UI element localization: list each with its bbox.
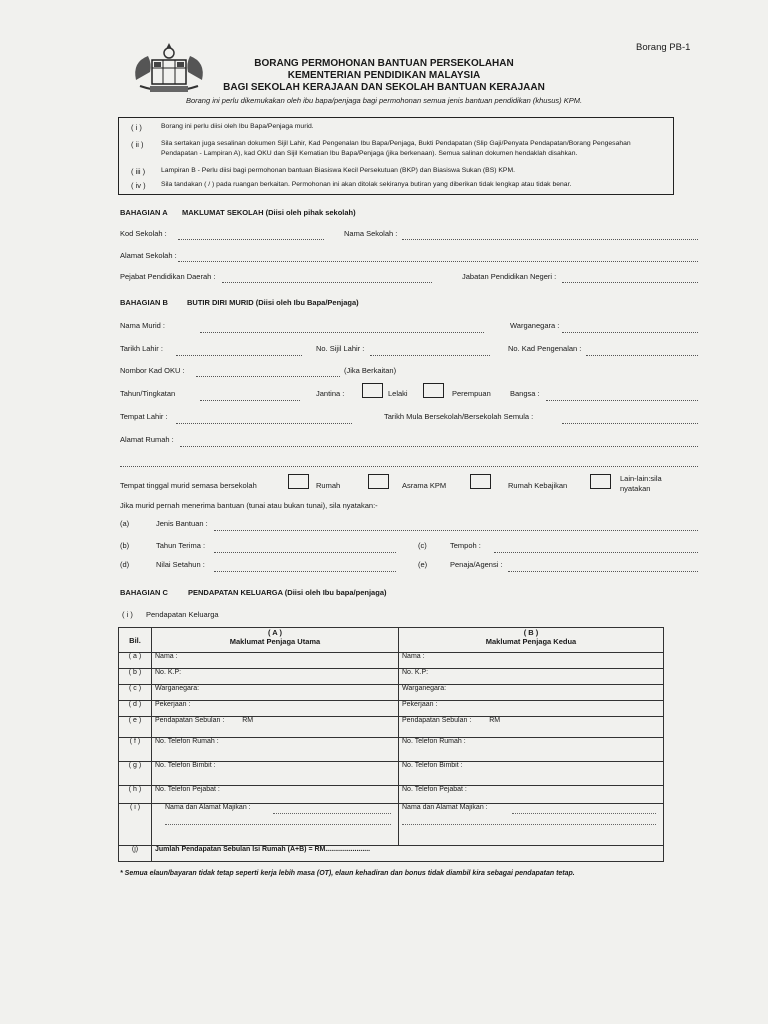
asrama-kpm-checkbox[interactable] — [368, 474, 389, 489]
item-e-num: (e) — [418, 560, 428, 569]
jenis-bantuan-label: Jenis Bantuan : — [156, 519, 208, 528]
row-bil: ( c ) — [119, 685, 152, 701]
note-2-text: Sila sertakan juga sesalinan dokumen Sijil Lahir, Kad Pengenalan Ibu Bapa/Penjaga, Bukti Pendapatan (Slip Gaji/Penyata Pendapatan/Borang Pengesahan — [161, 140, 631, 147]
jpn-field[interactable] — [562, 282, 698, 283]
section-c-title: PENDAPATAN KELUARGA (Diisi oleh Ibu bapa/penjaga) — [188, 588, 387, 597]
section-c-label: BAHAGIAN C — [120, 588, 168, 597]
tempoh-label: Tempoh : — [450, 541, 481, 550]
lain-lain-label-2: nyatakan — [620, 484, 651, 493]
row-bil: ( i ) — [119, 804, 152, 846]
note-1-num: ( i ) — [131, 123, 142, 132]
rumah-kebajikan-checkbox[interactable] — [470, 474, 491, 489]
jumlah-pendapatan-text: Jumlah Pendapatan Sebulan Isi Rumah (A+B) = RM....................... — [155, 846, 371, 853]
majikan-b-dots-2 — [402, 824, 656, 825]
income-table — [118, 627, 664, 862]
nombor-kad-oku-label: Nombor Kad OKU : — [120, 366, 185, 375]
warganegara-label: Warganegara : — [510, 321, 560, 330]
majikan-b-dots — [512, 813, 656, 814]
nilai-setahun-label: Nilai Setahun : — [156, 560, 205, 569]
lain-lain-label-1: Lain-lain:sila — [620, 474, 662, 483]
majikan-a-cell[interactable] — [152, 804, 399, 846]
section-c-sub-num: ( i ) — [122, 610, 133, 619]
pendapatan-a-cell[interactable] — [152, 717, 399, 738]
table-row — [119, 846, 664, 862]
form-title-line2: KEMENTERIAN PENDIDIKAN MALAYSIA — [287, 70, 481, 81]
tempat-lahir-field[interactable] — [176, 423, 352, 424]
tarikh-lahir-label: Tarikh Lahir : — [120, 344, 163, 353]
tel-pejabat-b-cell[interactable]: No. Telefon Pejabat : — [399, 786, 664, 804]
table-row — [119, 653, 664, 669]
form-code: Borang PB-1 — [636, 42, 691, 53]
pendapatan-b-cell[interactable] — [399, 717, 664, 738]
form-title-line1: BORANG PERMOHONAN BANTUAN PERSEKOLAHAN — [254, 58, 514, 69]
note-3-num: ( iii ) — [131, 167, 146, 176]
no-kad-pengenalan-field[interactable] — [586, 355, 698, 356]
table-row — [119, 701, 664, 717]
bil-header-text: Bil. — [129, 635, 141, 645]
item-d-num: (d) — [120, 560, 130, 569]
majikan-b-label: Nama dan Alamat Majikan : — [402, 804, 488, 811]
majikan-a-label: Nama dan Alamat Majikan : — [165, 804, 251, 811]
alamat-sekolah-field[interactable] — [178, 261, 698, 262]
tempoh-field[interactable] — [494, 552, 698, 553]
table-row — [119, 804, 664, 846]
table-row — [119, 669, 664, 685]
row-bil: ( b ) — [119, 669, 152, 685]
perempuan-checkbox[interactable] — [423, 383, 444, 398]
alamat-rumah-label: Alamat Rumah : — [120, 435, 174, 444]
note-2-num: ( ii ) — [131, 140, 144, 149]
row-bil: ( g ) — [119, 762, 152, 786]
item-c-num: (c) — [418, 541, 427, 550]
table-row — [119, 786, 664, 804]
note-2-text-cont: Pendapatan - Lampiran A), kad OKU dan Sijil Kematian Ibu Bapa/Penjaga (jika berkenaan). Semua salinan dokumen hendaklah disahkan. — [161, 150, 578, 157]
no-kp-b-cell[interactable]: No. K.P: — [399, 669, 664, 685]
tel-bimbit-a-cell[interactable]: No. Telefon Bimbit : — [152, 762, 399, 786]
ppd-field[interactable] — [222, 282, 432, 283]
row-bil: ( f ) — [119, 738, 152, 762]
col-b-title: Maklumat Penjaga Kedua — [485, 637, 577, 646]
nama-a-cell[interactable]: Nama : — [152, 653, 399, 669]
section-b-title: BUTIR DIRI MURID (Diisi oleh Ibu Bapa/Penjaga) — [187, 298, 359, 307]
col-a-header — [152, 628, 399, 653]
table-row — [119, 685, 664, 701]
tarikh-mula-field[interactable] — [562, 423, 698, 424]
income-table-header — [119, 628, 664, 653]
table-row — [119, 717, 664, 738]
lelaki-label: Lelaki — [388, 389, 408, 398]
alamat-rumah-field-1[interactable] — [180, 446, 698, 447]
tempat-lahir-label: Tempat Lahir : — [120, 412, 168, 421]
jantina-label: Jantina : — [316, 389, 345, 398]
lain-lain-checkbox[interactable] — [590, 474, 611, 489]
majikan-a-dots — [273, 813, 391, 814]
majikan-a-dots-2 — [165, 824, 391, 825]
tahun-terima-field[interactable] — [214, 552, 396, 553]
penaja-field[interactable] — [508, 571, 698, 572]
nama-murid-field[interactable] — [200, 332, 484, 333]
majikan-b-cell[interactable] — [399, 804, 664, 846]
pendapatan-b-rm: RM — [489, 717, 501, 724]
warganegara-field[interactable] — [562, 332, 698, 333]
tel-rumah-a-cell[interactable]: No. Telefon Rumah : — [152, 738, 399, 762]
nilai-setahun-field[interactable] — [214, 571, 396, 572]
lelaki-checkbox[interactable] — [362, 383, 383, 398]
tel-rumah-b-cell[interactable]: No. Telefon Rumah : — [399, 738, 664, 762]
note-4-text: Sila tandakan ( / ) pada ruangan berkaitan. Permohonan ini akan ditolak sekiranya butiran yang diberikan tidak lengkap atau tidak benar. — [161, 181, 572, 188]
note-1-text: Borang ini perlu diisi oleh Ibu Bapa/Penjaga murid. — [161, 123, 314, 130]
kod-sekolah-label: Kod Sekolah : — [120, 229, 167, 238]
note-4-num: ( iv ) — [131, 181, 146, 190]
pendapatan-b-label: Pendapatan Sebulan : — [402, 717, 472, 724]
tel-pejabat-a-cell[interactable]: No. Telefon Pejabat : — [152, 786, 399, 804]
row-bil: ( d ) — [119, 701, 152, 717]
nama-b-cell[interactable]: Nama : — [399, 653, 664, 669]
tempat-tinggal-label: Tempat tinggal murid semasa bersekolah — [120, 481, 257, 490]
nama-sekolah-label: Nama Sekolah : — [344, 229, 398, 238]
tarikh-lahir-field[interactable] — [176, 355, 302, 356]
jenis-bantuan-field[interactable] — [214, 530, 698, 531]
ppd-label: Pejabat Pendidikan Daerah : — [120, 272, 216, 281]
alamat-rumah-field-2[interactable] — [120, 466, 698, 467]
section-a-title: MAKLUMAT SEKOLAH (Diisi oleh pihak sekolah) — [182, 208, 356, 217]
tahun-tingkatan-label: Tahun/Tingkatan — [120, 389, 176, 398]
no-kp-a-cell[interactable]: No. K.P: — [152, 669, 399, 685]
jumlah-pendapatan-cell[interactable] — [152, 846, 664, 862]
bangsa-label: Bangsa : — [510, 389, 540, 398]
nombor-kad-oku-field[interactable] — [196, 376, 340, 377]
section-c-sub-title: Pendapatan Keluarga — [146, 610, 219, 619]
row-bil: ( a ) — [119, 653, 152, 669]
section-b-label: BAHAGIAN B — [120, 298, 168, 307]
pernah-terima-note: Jika murid pernah menerima bantuan (tunai atau bukan tunai), sila nyatakan:- — [120, 501, 378, 510]
bangsa-field[interactable] — [546, 400, 698, 401]
asrama-kpm-label: Asrama KPM — [402, 481, 447, 490]
col-b-header — [399, 628, 664, 653]
perempuan-label: Perempuan — [452, 389, 491, 398]
penaja-label: Penaja/Agensi : — [450, 560, 503, 569]
tel-bimbit-b-cell[interactable]: No. Telefon Bimbit : — [399, 762, 664, 786]
tahun-tingkatan-field[interactable] — [200, 400, 300, 401]
note-3-text: Lampiran B - Perlu diisi bagi permohonan bantuan Biasiswa Kecil Persekutuan (BKP) dan Biasiswa Sukan (BS) KPM. — [161, 167, 515, 174]
jpn-label: Jabatan Pendidikan Negeri : — [462, 272, 557, 281]
tahun-terima-label: Tahun Terima : — [156, 541, 206, 550]
nama-murid-label: Nama Murid : — [120, 321, 166, 330]
item-a-num: (a) — [120, 519, 130, 528]
no-sijil-lahir-field[interactable] — [370, 355, 490, 356]
nama-sekolah-field[interactable] — [402, 239, 698, 240]
warganegara-b-cell[interactable]: Warganegara: — [399, 685, 664, 701]
pendapatan-a-rm: RM — [242, 717, 254, 724]
jika-berkaitan-note: (Jika Berkaitan) — [344, 366, 397, 375]
col-a-title: Maklumat Penjaga Utama — [229, 637, 321, 646]
footnote: * Semua elaun/bayaran tidak tetap seperti kerja lebih masa (OT), elaun kehadiran dan bonus tidak diambil kira sebagai pendapatan tetap. — [120, 870, 575, 877]
no-kad-pengenalan-label: No. Kad Pengenalan : — [508, 344, 582, 353]
table-row — [119, 738, 664, 762]
bil-header — [119, 628, 152, 653]
tarikh-mula-label: Tarikh Mula Bersekolah/Bersekolah Semula : — [384, 412, 534, 421]
section-a-label: BAHAGIAN A — [120, 208, 168, 217]
row-bil: ( e ) — [119, 717, 152, 738]
pekerjaan-b-cell[interactable]: Pekerjaan : — [399, 701, 664, 717]
notes-box — [118, 117, 674, 195]
no-sijil-lahir-label: No. Sijil Lahir : — [316, 344, 365, 353]
rumah-label: Rumah — [316, 481, 341, 490]
pendapatan-a-label: Pendapatan Sebulan : — [155, 717, 225, 724]
row-bil: ( h ) — [119, 786, 152, 804]
alamat-sekolah-label: Alamat Sekolah : — [120, 251, 177, 260]
rumah-checkbox[interactable] — [288, 474, 309, 489]
row-bil: (j) — [119, 846, 152, 862]
pekerjaan-a-cell[interactable]: Pekerjaan : — [152, 701, 399, 717]
form-title-line3: BAGI SEKOLAH KERAJAAN DAN SEKOLAH BANTUAN KERAJAAN — [223, 82, 545, 93]
rumah-kebajikan-label: Rumah Kebajikan — [508, 481, 568, 490]
table-row — [119, 762, 664, 786]
col-b-letter: ( B ) — [523, 628, 539, 637]
kod-sekolah-field[interactable] — [178, 239, 324, 240]
item-b-num: (b) — [120, 541, 130, 550]
col-a-letter: ( A ) — [267, 628, 283, 637]
form-subtitle: Borang ini perlu dikemukakan oleh ibu bapa/penjaga bagi permohonan semua jenis bantuan pendidikan (khusus) KPM. — [185, 96, 583, 105]
warganegara-a-cell[interactable]: Warganegara: — [152, 685, 399, 701]
